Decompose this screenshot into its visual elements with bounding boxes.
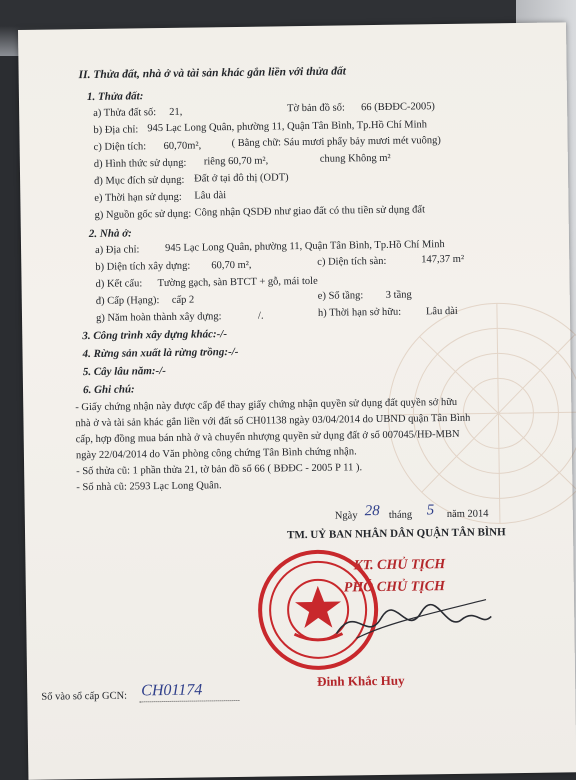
signer-name: Đinh Khắc Huy — [317, 672, 405, 689]
year-built-value: /. — [257, 310, 264, 322]
land-address-label: b) Địa chỉ: — [93, 124, 139, 136]
authority: TM. UỶ BAN NHÂN DÂN QUẬN TÂN BÌNH — [286, 526, 506, 542]
note-line: - Giấy chứng nhận này được cấp để thay giấy chứng nhận quyền sử dụng đất quyền sở hữu — [75, 396, 458, 414]
date-month: 5 — [426, 502, 435, 519]
usage-common: chung Không m² — [319, 152, 391, 165]
house-address: 945 Lạc Long Quân, phường 11, Quận Tân Bình, Tp.Hồ Chí Minh — [164, 239, 445, 254]
forest: 4. Rừng sản xuất là rừng trồng:-/- — [82, 345, 239, 361]
other-constructions: 3. Công trình xây dựng khác:-/- — [82, 328, 228, 343]
handwritten-signature — [326, 591, 497, 653]
build-area-label: b) Diện tích xây dựng: — [95, 260, 191, 273]
note-line: nhà ở và tài sản khác gắn liền với đất số CH01138 ngày 03/04/2014 do UBND quận Tân Bình — [75, 412, 471, 430]
origin-value: Công nhận QSDĐ như giao đất có thu tiền sử dụng đất — [194, 204, 426, 219]
ownership-term-value: Lâu dài — [425, 305, 458, 318]
area-value: 60,70m², — [163, 140, 202, 152]
note-line: cấp, hợp đồng mua bán nhà ở và chuyển nhượng quyền sử dụng đất ở số 007045/HĐ-MBN — [75, 428, 460, 446]
floors-label: e) Số tầng: — [317, 290, 364, 302]
certificate-page — [18, 22, 576, 780]
note-line: - Số nhà cũ: 2593 Lạc Long Quân. — [76, 480, 222, 494]
area-words: ( Bằng chữ: Sáu mươi phẩy bảy mươi mét vuông) — [231, 135, 441, 150]
map-sheet: 66 (BĐĐC-2005) — [361, 101, 435, 114]
purpose-value: Đất ở tại đô thị (ODT) — [194, 172, 289, 185]
title-chairman: KT. CHỦ TỊCH — [353, 557, 446, 574]
notes-heading: 6. Ghi chú: — [82, 383, 135, 397]
grade-value: cấp 2 — [171, 294, 195, 306]
registry-number: CH01174 — [141, 681, 203, 700]
map-sheet-label: Tờ bản đồ số: — [287, 102, 345, 115]
perennial-trees: 5. Cây lâu năm:-/- — [82, 364, 166, 379]
note-line: ngày 22/04/2014 do Văn phòng công chứng Tân Bình chứng nhận. — [75, 446, 357, 462]
ownership-term-label: h) Thời hạn sở hữu: — [317, 306, 402, 319]
date-year: năm 2014 — [446, 508, 489, 521]
registry-underline — [139, 700, 239, 702]
land-heading: 1. Thửa đất: — [86, 90, 144, 104]
date-day: 28 — [364, 502, 380, 520]
term-value: Lâu dài — [194, 190, 227, 202]
structure-value: Tường gạch, sàn BTCT + gỗ, mái tole — [157, 275, 318, 290]
year-built-label: g) Năm hoàn thành xây dựng: — [95, 311, 222, 324]
title-vice-chairman: PHÓ CHỦ TỊCH — [343, 579, 446, 596]
usage-form-label: d) Hình thức sử dụng: — [93, 157, 187, 170]
origin-label: g) Nguồn gốc sử dụng: — [94, 208, 192, 221]
floor-area-value: 147,37 m² — [421, 253, 465, 266]
parcel-no: 21, — [169, 106, 183, 118]
parcel-no-label: a) Thửa đất số: — [93, 107, 157, 119]
grade-label: đ) Cấp (Hạng): — [95, 295, 160, 307]
house-address-label: a) Địa chỉ: — [95, 244, 140, 256]
usage-private: riêng 60,70 m², — [203, 155, 269, 168]
date-month-label: tháng — [388, 509, 413, 521]
land-address: 945 Lạc Long Quân, phường 11, Quận Tân Bình, Tp.Hồ Chí Minh — [147, 119, 428, 135]
area-label: c) Diện tích: — [93, 141, 147, 153]
note-line: - Số thửa cũ: 1 phần thửa 21, tờ bản đồ số 66 ( BĐĐC - 2005 P 11 ). — [76, 462, 363, 478]
house-heading: 2. Nhà ở: — [88, 227, 132, 241]
build-area-value: 60,70 m², — [211, 259, 252, 272]
purpose-label: đ) Mục đích sử dụng: — [94, 174, 185, 187]
floors-value: 3 tầng — [385, 289, 412, 301]
structure-label: d) Kết cấu: — [95, 278, 143, 290]
date-prefix: Ngày — [334, 510, 358, 522]
term-label: e) Thời hạn sử dụng: — [94, 191, 182, 204]
floor-area-label: c) Diện tích sàn: — [317, 255, 387, 268]
registry-label: Số vào sổ cấp GCN: — [41, 690, 128, 703]
section-title: II. Thửa đất, nhà ở và tài sản khác gắn liền với thửa đất — [78, 65, 347, 82]
